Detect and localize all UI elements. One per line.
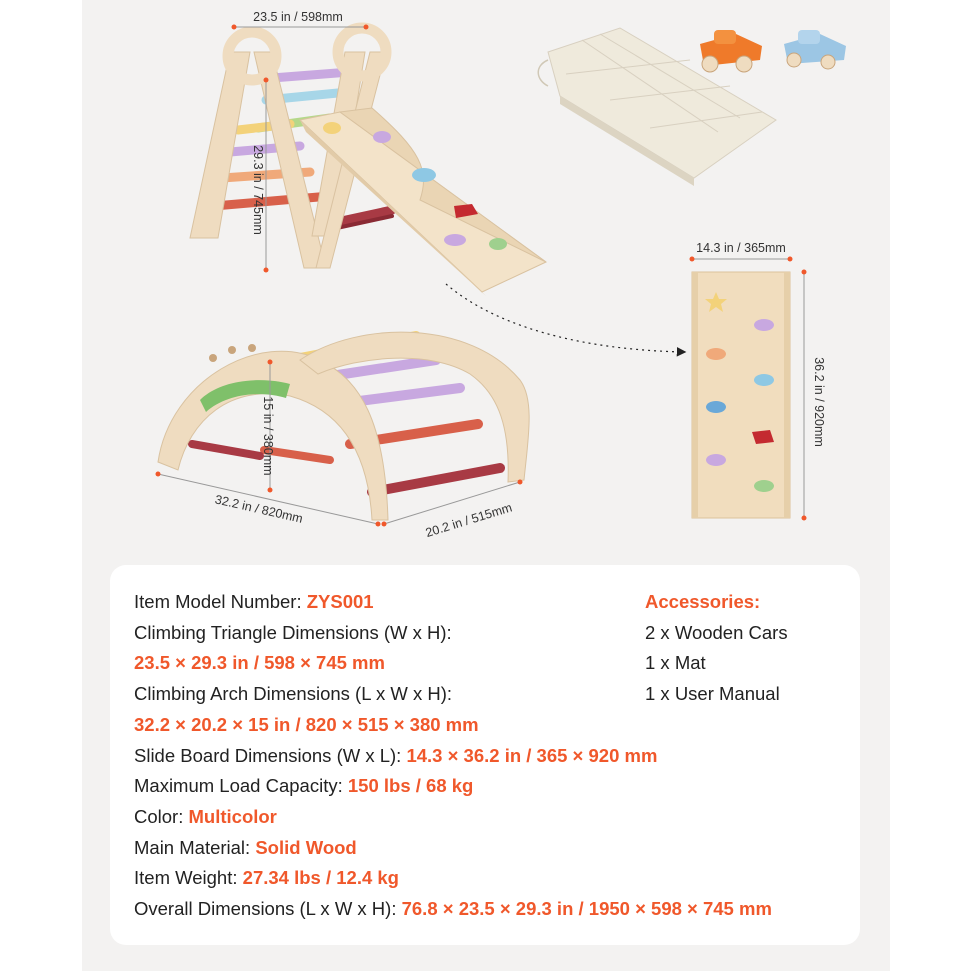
slide-board-illustration: [692, 272, 790, 518]
color-value: Multicolor: [188, 805, 277, 827]
slide-width-label: 14.3 in / 365mm: [696, 241, 786, 255]
material-label: Main Material:: [134, 836, 256, 858]
spec-row-slide: [134, 741, 658, 772]
accessories-title: Accessories:: [645, 591, 761, 612]
load-value: 150 lbs / 68 kg: [347, 775, 474, 797]
spec-row-load: [134, 771, 654, 802]
triangle-dims-label: Climbing Triangle Dimensions (W x H):: [134, 621, 452, 643]
accessory-item: 1 x User Manual: [645, 683, 780, 705]
overall-value: 76.8 × 23.5 × 29.3 in / 1950 × 598 × 745 mm: [401, 898, 772, 920]
spec-row-color: [134, 802, 654, 833]
accessory-item: 2 x Wooden Cars: [645, 621, 788, 643]
material-value: Solid Wood: [255, 836, 357, 858]
arch-dims-label: Climbing Arch Dimensions (L x W x H):: [134, 683, 452, 705]
model-label: Item Model Number:: [134, 591, 307, 612]
spec-row-model: [134, 587, 654, 618]
triangle-height-label: 29.3 in / 745mm: [251, 145, 265, 235]
weight-value: 27.34 lbs / 12.4 kg: [242, 867, 399, 889]
model-value: ZYS001: [306, 591, 374, 612]
overall-label: Overall Dimensions (L x W x H):: [134, 898, 402, 920]
accessory-item: 1 x Mat: [645, 652, 706, 674]
load-label: Maximum Load Capacity:: [134, 775, 348, 797]
wooden-car-orange-illustration: [700, 30, 762, 72]
arch-length-label: 32.2 in / 820mm: [213, 492, 305, 526]
slide-length-label: 36.2 in / 920mm: [812, 357, 826, 447]
arrow-icon: [446, 284, 684, 352]
triangle-width-label: 23.5 in / 598mm: [253, 10, 343, 24]
triangle-dims-value: 23.5 × 29.3 in / 598 × 745 mm: [134, 652, 385, 674]
color-label: Color:: [134, 805, 189, 827]
slide-dims-label: Slide Board Dimensions (W x L):: [134, 744, 407, 766]
climbing-triangle-illustration: [190, 28, 546, 296]
arch-width-label: 20.2 in / 515mm: [423, 500, 514, 540]
accessories-list: [645, 587, 845, 710]
spec-card: [110, 565, 860, 945]
spec-row-material: [134, 833, 654, 864]
arch-height-label: 15 in / 380mm: [261, 396, 275, 476]
weight-label: Item Weight:: [134, 867, 243, 889]
climbing-arch-illustration: [158, 332, 529, 520]
wooden-car-blue-illustration: [784, 30, 846, 69]
slide-dims-value: 14.3 × 36.2 in / 365 × 920 mm: [406, 744, 658, 766]
spec-row-weight: [134, 863, 654, 894]
spec-row-overall: [134, 894, 772, 925]
arch-dims-value: 32.2 × 20.2 × 15 in / 820 × 515 × 380 mm: [134, 713, 479, 735]
